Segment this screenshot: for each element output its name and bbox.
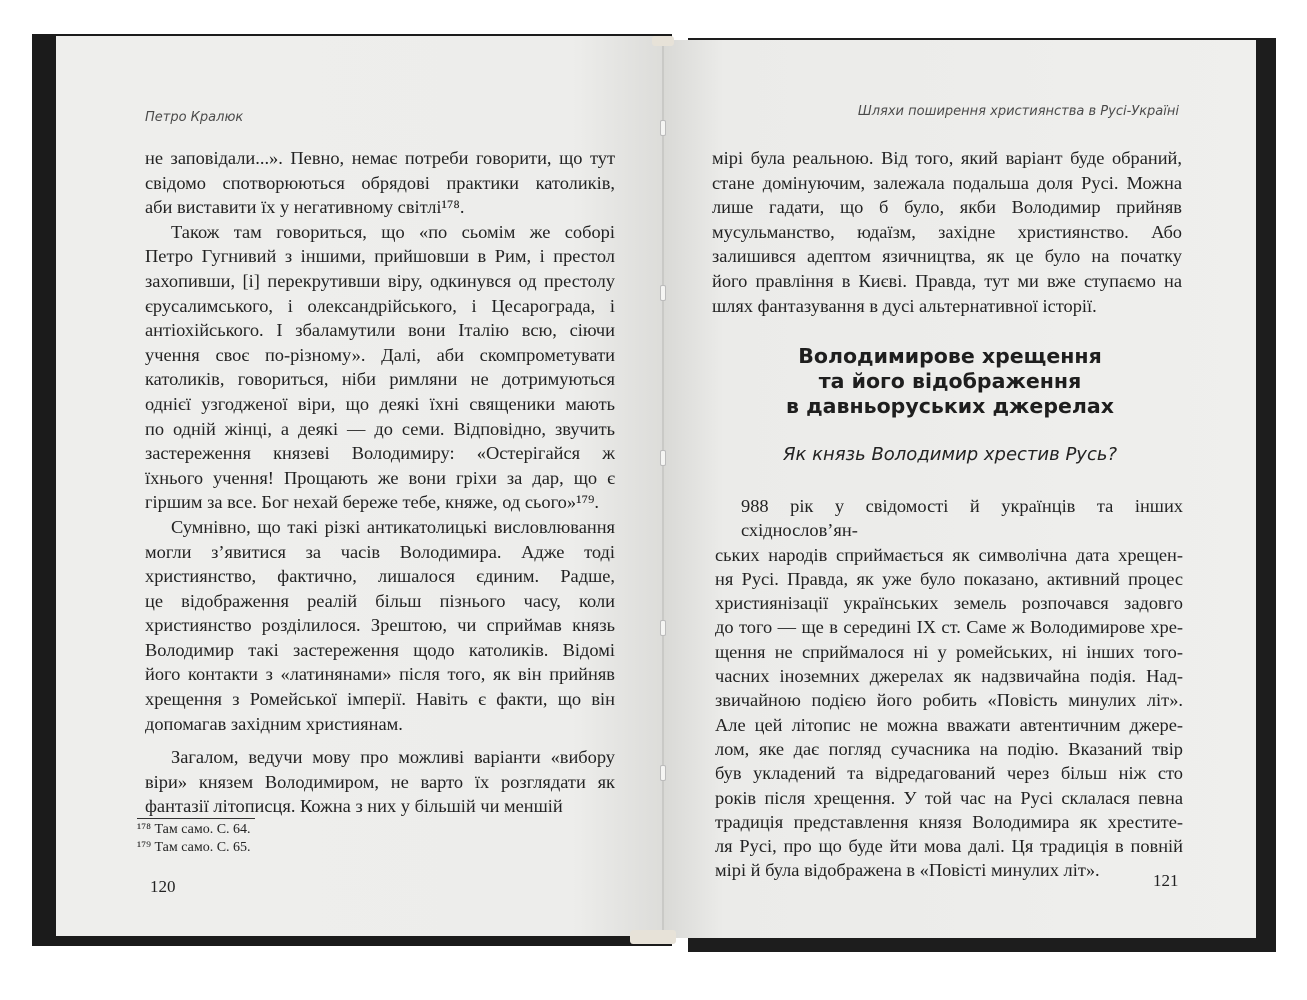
text-line: християнство розділилося. Зрештою, чи сприймав князь — [145, 615, 615, 636]
bookmark-ribbon-top — [652, 36, 674, 46]
text-line: стане домінуючим, залежала подальша доля Русі. Можна — [712, 172, 1182, 193]
text-line: католиків, говориться, ніби римляни не дотримуються — [145, 369, 615, 390]
text-line: їхнього учення! Прощають же вони гріхи за дар, що є — [145, 467, 615, 488]
text-line: років після хрещення. У той час на Русі склалася певна — [715, 787, 1183, 808]
text-line: гіршим за все. Бог нехай береже тебе, княже, од сього»¹⁷⁹. — [145, 492, 600, 513]
page-number-left: 120 — [150, 877, 176, 896]
text-line: мусульманство, юдаїзм, західне християнство. Або — [712, 221, 1182, 242]
text-line: Але цей літопис не можна вважати автентичним джере- — [715, 714, 1183, 735]
text-line: могли з’явитися за часів Володимира. Адже тоді — [145, 541, 615, 562]
text-line: ля Русі, про що буде йти мова далі. Ця традиція в повній — [715, 836, 1183, 857]
bookmark-ribbon-bottom — [630, 930, 676, 944]
binding-stitch — [660, 285, 666, 301]
text-line: його контакти з «латинянами» після того, як він прийняв — [145, 664, 615, 685]
text-line: Петро Гугнивий з іншими, прийшовши в Рим, і престол — [145, 246, 615, 267]
text-line: по одній жінці, а деякі — до семи. Відповідно, звучить — [145, 418, 615, 439]
book-spine — [662, 40, 664, 936]
right-top-paragraph — [712, 146, 1182, 318]
text-line: антіохійського. І збаламутили вони Італію всю, сіючи — [145, 320, 615, 341]
section-heading-line: та його відображення — [818, 369, 1082, 393]
text-line: християнство, фактично, лишалося єдиним. Радше, — [145, 566, 615, 587]
text-line: фантазії літописця. Кожна з них у більшій чи меншій — [145, 796, 563, 817]
text-line: аби виставити їх у негативному світлі¹⁷⁸. — [145, 197, 465, 218]
text-line: часних іноземних джерелах як надзвичайна подія. Над- — [715, 666, 1183, 687]
right-body-paragraph — [715, 494, 1183, 883]
text-line: був укладений та відредагований через більш ніж сто — [715, 763, 1183, 784]
text-line: віри» князем Володимиром, не варто їх розглядати як — [145, 771, 615, 792]
text-line: єрусалимського, і олександрійського, і Цесарограда, і — [145, 295, 615, 316]
text-line: залишився адептом язичництва, як це було на початку — [712, 246, 1182, 267]
footnote-179: ¹⁷⁹ Там само. С. 65. — [137, 840, 251, 855]
text-line: мірі й була відображена в «Повісті минулих літ». — [715, 860, 1100, 881]
text-line: християнізації українських земель розпочався задовго — [715, 593, 1183, 614]
text-line: Загалом, ведучи мову про можливі варіанти «вибору — [171, 747, 615, 767]
text-line: традиція представлення князя Володимира як хрестите- — [715, 811, 1183, 832]
text-line: щення не сприймалося ні у ромейських, ні інших того- — [715, 641, 1183, 662]
text-line: Сумнівно, що такі різкі антикатолицькі висловлювання — [171, 516, 615, 537]
text-line: його правління в Києві. Правда, тут ми вже ступаємо на — [712, 270, 1182, 291]
text-line: хрещення з Ромейської імперії. Навіть є факти, що він — [145, 689, 615, 710]
text-line: однієї узгодженої віри, що деякі їхні священики мають — [145, 393, 615, 414]
text-line: шлях фантазування в дусі альтернативної історії. — [712, 295, 1097, 316]
text-line: свідомо спотворюються обрядові практики католиків, — [145, 172, 615, 193]
text-line: ня Русі. Правда, як уже було показано, активний процес — [715, 568, 1183, 589]
text-line: звичайною подією його робить «Повість минулих літ». — [715, 690, 1183, 711]
footnote-rule — [137, 818, 255, 819]
text-line: захопивши, [і] перекрутивши віру, одкинувся од престолу — [145, 270, 615, 291]
text-line: ських народів сприймається як символічна дата хрещен- — [715, 544, 1183, 565]
binding-stitch — [660, 765, 666, 781]
footnote-178: ¹⁷⁸ Там само. С. 64. — [137, 822, 251, 837]
text-line: допомагав західним християнам. — [145, 713, 403, 734]
section-heading — [715, 344, 1185, 419]
running-head-author: Петро Кралюк — [145, 110, 244, 125]
text-line: лише гадати, що б було, якби Володимир прийняв — [712, 197, 1182, 218]
running-head-chapter: Шляхи поширення християнства в Русі-Україні — [857, 104, 1179, 119]
text-line: лом, яке дає погляд сучасника на подію. Вказаний твір — [715, 738, 1183, 759]
binding-stitch — [660, 450, 666, 466]
text-line: застереження князеві Володимиру: «Остерігайся ж — [145, 443, 615, 464]
subsection-heading: Як князь Володимир хрестив Русь? — [782, 444, 1118, 465]
text-line: не заповідали...». Певно, немає потреби говорити, що тут — [145, 148, 615, 168]
text-line: Володимир такі застереження щодо католиків. Відомі — [145, 639, 615, 660]
section-heading-line: Володимирове хрещення — [798, 344, 1102, 368]
text-line: 988 рік у свідомості й українців та інших східнослов’ян- — [741, 496, 1183, 541]
text-line: до того — ще в середині IX ст. Саме ж Володимирове хре- — [715, 617, 1183, 638]
text-line: Також там говориться, що «по сьомім же соборі — [171, 221, 615, 242]
left-body-text — [145, 146, 615, 736]
left-closing-paragraph — [145, 745, 615, 819]
binding-stitch — [660, 620, 666, 636]
binding-stitch — [660, 120, 666, 136]
section-heading-line: в давньоруських джерелах — [786, 394, 1114, 418]
text-line: це відображення реалій більш пізнього часу, коли — [145, 590, 615, 611]
text-line: учення своє по-різному». Далі, аби скомпрометувати — [145, 344, 615, 365]
footnotes — [137, 821, 251, 857]
text-line: мірі була реальною. Від того, який варіант буде обраний, — [712, 148, 1182, 168]
page-number-right: 121 — [1153, 871, 1179, 890]
